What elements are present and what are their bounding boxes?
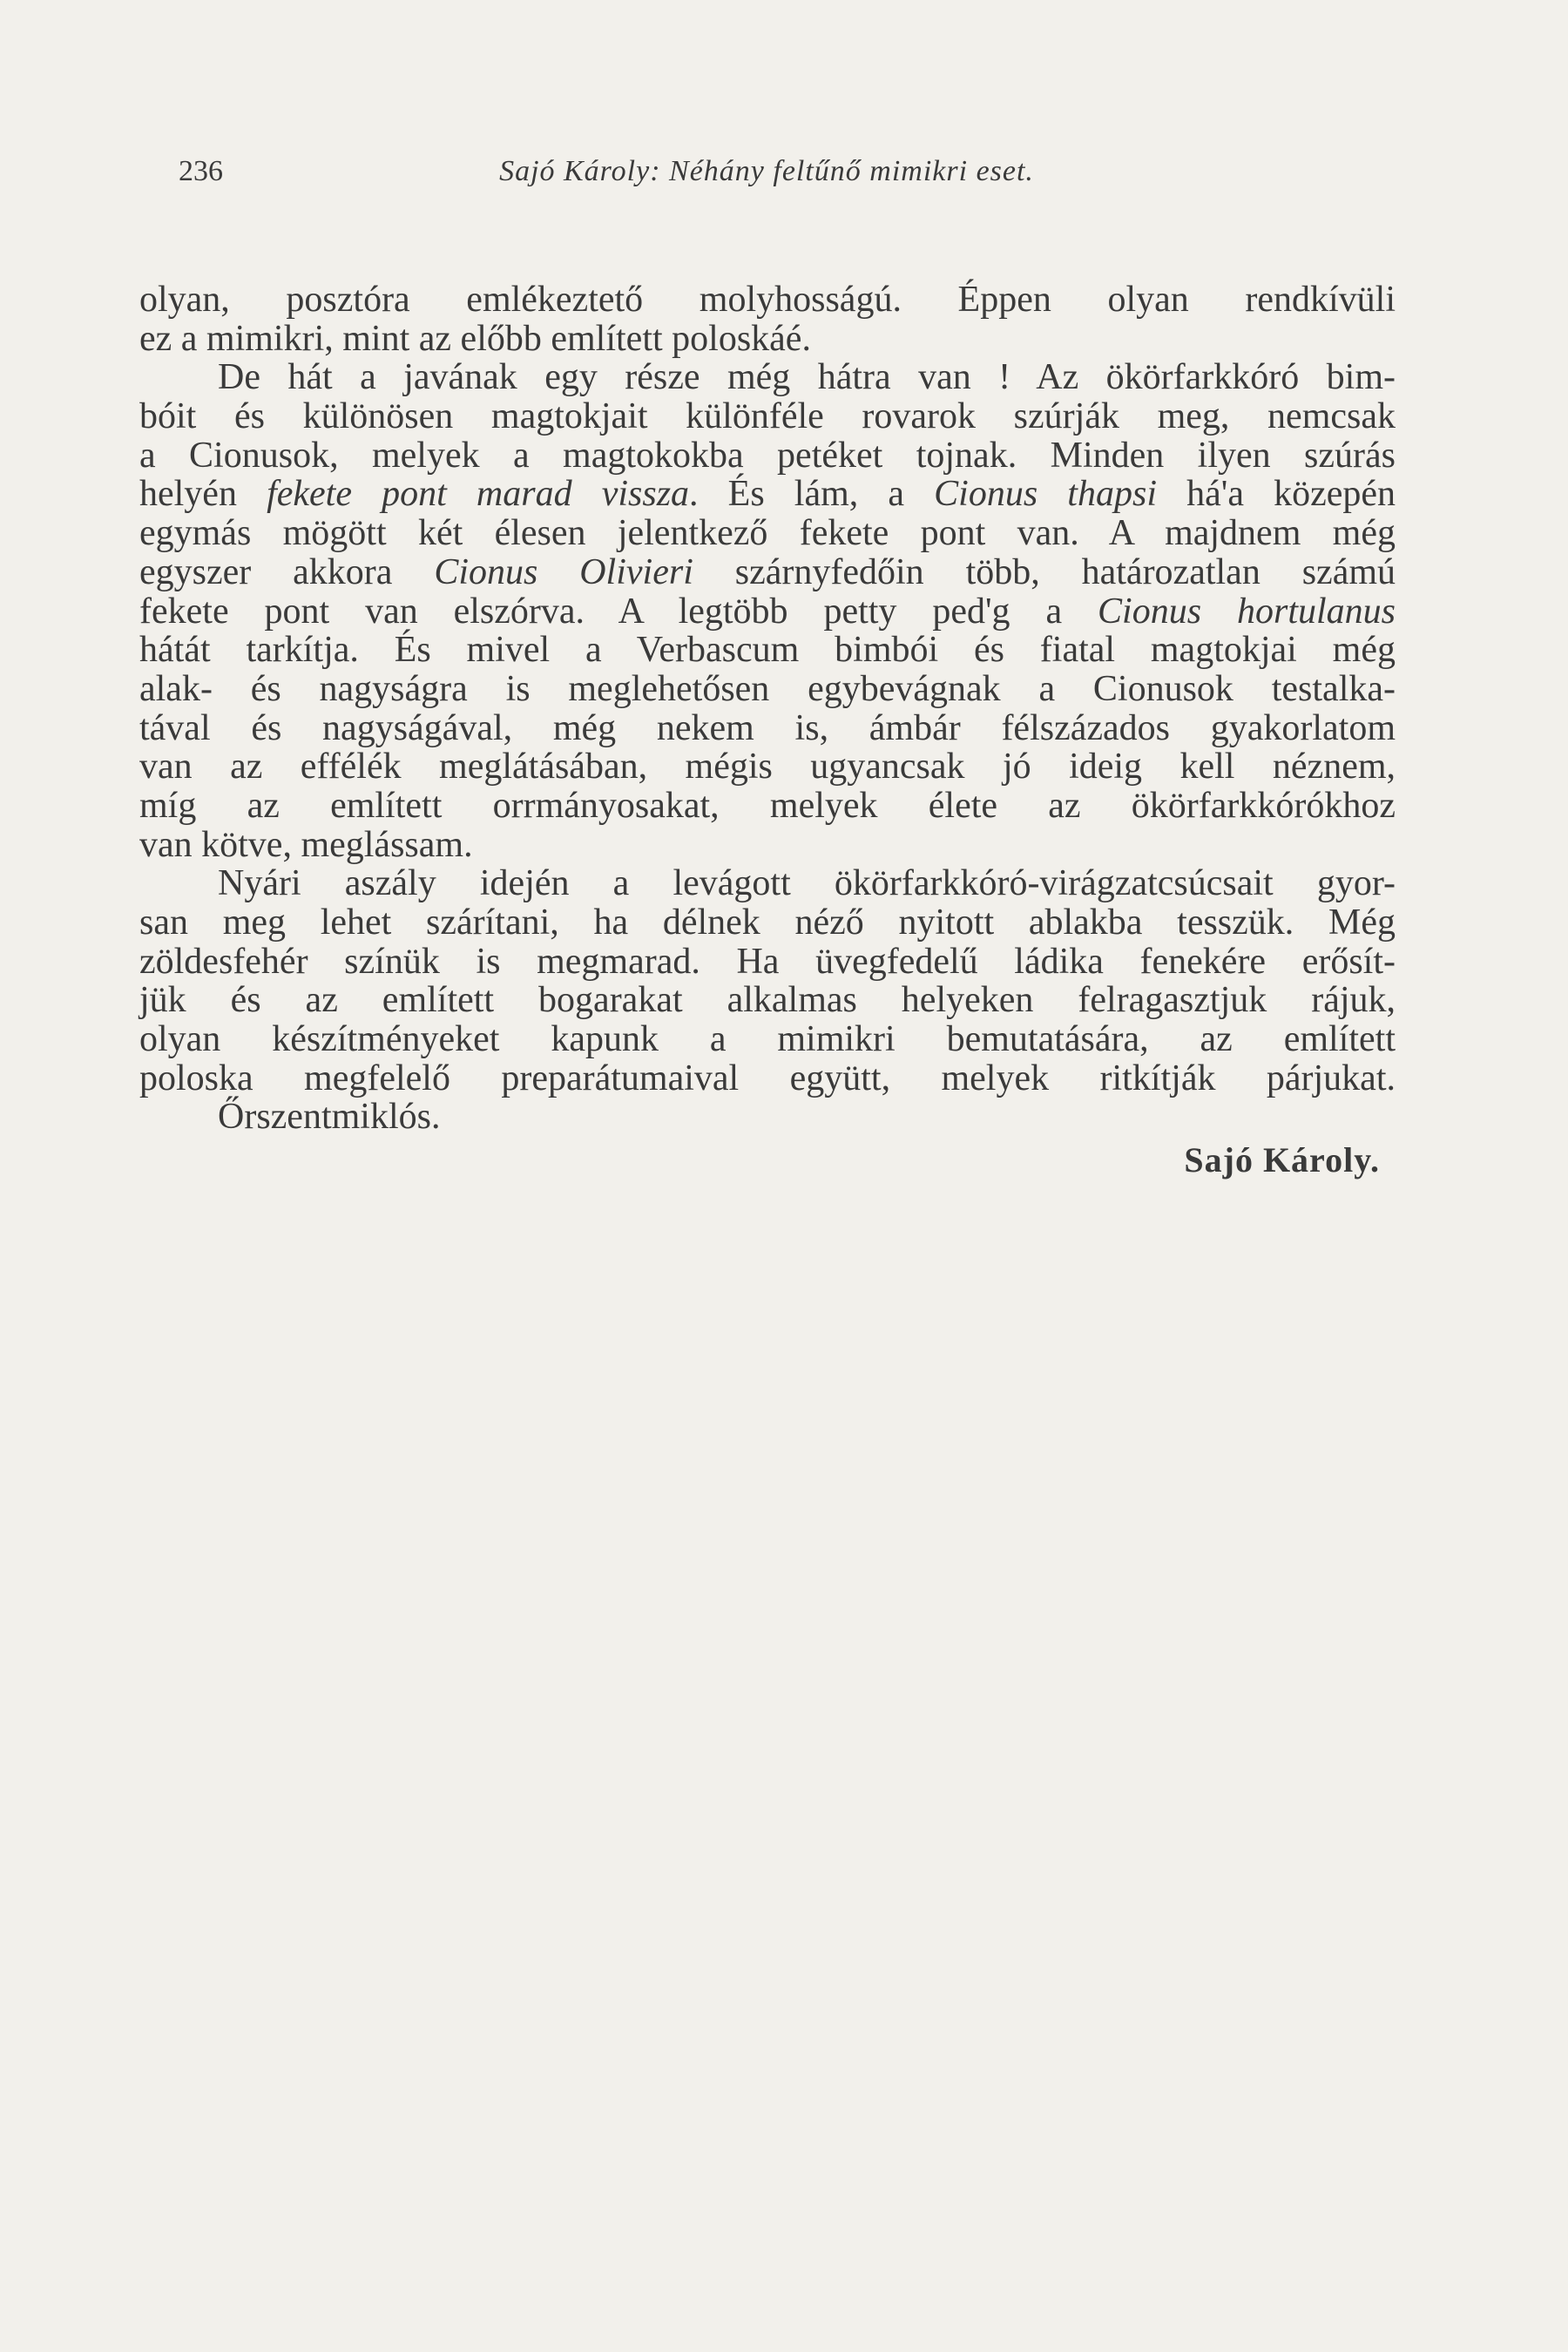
text-segment: alak- és nagyságra is meglehetősen egybevágnak a Cionusok testalka- [139,668,1396,709]
body-text [139,280,1396,1137]
text-segment: jük és az említett bogarakat alkalmas helyeken felragasztjuk rájuk, [139,980,1396,1021]
text-line [139,670,1396,709]
text-segment: san meg lehet szárítani, ha délnek néző nyitott ablakba tesszük. Még [139,902,1396,943]
text-segment: tával és nagyságával, még nekem is, ámbár félszázados gyakorlatom [139,707,1396,748]
text-segment: De hát a javának egy része még hátra van ! Az ökörfarkkóró bim- [218,357,1396,398]
text-segment: a Cionusok, melyek a magtokokba petéket tojnak. Minden ilyen szúrás [139,435,1396,476]
text-segment: fekete pont van elszórva. A legtöbb petty ped'g a [139,591,1098,632]
text-segment: olyan készítményeket kapunk a mimikri bemutatására, az említett [139,1019,1396,1060]
text-segment: helyén [139,474,267,515]
italic-species-name: Cionus hortulanus [1098,591,1396,632]
italic-species-name: Cionus thapsi [934,474,1157,515]
italic-species-name: fekete pont marad vissza [267,474,690,515]
italic-species-name: Cionus Olivieri [434,551,693,592]
text-line [139,436,1396,476]
text-segment: szárnyfedőin több, határozatlan számú [693,551,1396,592]
text-line [139,943,1396,982]
text-line [139,397,1396,436]
text-line [139,787,1396,826]
text-line [139,981,1396,1020]
text-line [139,709,1396,748]
text-segment: olyan, posztóra emlékeztető molyhosságú. Éppen olyan rendkívüli [139,280,1396,320]
text-line [139,826,1396,865]
text-segment: Őrszentmiklós. [218,1097,441,1138]
text-line [139,747,1396,787]
signature: Sajó Károly. [1184,1140,1380,1179]
text-segment: hátát tarkítja. És mivel a Verbascum bimbói és fiatal magtokjai még [139,630,1396,671]
text-segment: poloska megfelelő preparátumaival együtt, melyek ritkítják párjukat. [139,1058,1396,1098]
text-segment: van kötve, meglássam. [139,824,473,865]
text-segment: ez a mimikri, mint az előbb említett poloskáé. [139,318,811,359]
text-line [139,514,1396,553]
text-line [139,903,1396,943]
text-segment: há'a közepén [1157,474,1396,515]
text-segment: zöldesfehér színük is megmarad. Ha üvegfedelű ládika fenekére erősít- [139,941,1396,982]
text-line [139,1059,1396,1098]
text-line [139,280,1396,320]
text-line [139,592,1396,632]
text-line [139,475,1396,514]
text-line [139,864,1396,903]
page-number: 236 [179,155,223,187]
text-line [139,631,1396,670]
text-segment: . És lám, a [689,474,935,515]
text-segment: egyszer akkora [139,551,435,592]
text-line [139,553,1396,592]
text-line [139,358,1396,397]
text-line [139,1020,1396,1059]
text-line [139,1098,1396,1137]
text-segment: míg az említett orrmányosakat, melyek élete az ökörfarkkórókhoz [139,785,1396,826]
running-title: Sajó Károly: Néhány feltűnő mimikri eset. [499,155,1034,187]
text-segment: van az effélék meglátásában, mégis ugyancsak jó ideig kell néznem, [139,747,1396,787]
text-line [139,320,1396,359]
text-segment: bóit és különösen magtokjait különféle rovarok szúrják meg, nemcsak [139,396,1396,437]
text-segment: egymás mögött két élesen jelentkező fekete pont van. A majdnem még [139,513,1396,554]
text-segment: Nyári aszály idején a levágott ökörfarkkóró-virágzatcsúcsait gyor- [218,863,1396,904]
